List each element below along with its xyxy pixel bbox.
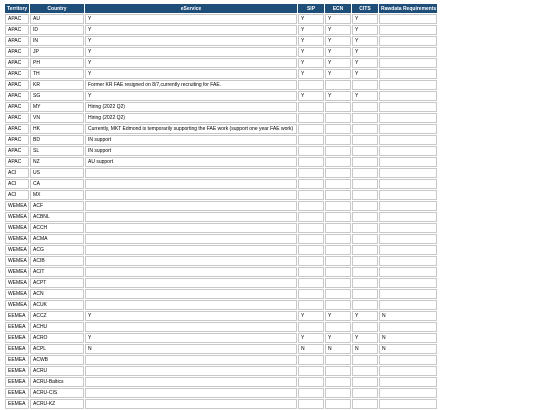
cell-eservice[interactable]: Y (85, 25, 297, 35)
cell-territory[interactable]: WEMEA (5, 201, 29, 211)
column-header-cits[interactable]: CITS (352, 4, 378, 13)
cell-sip[interactable] (298, 179, 324, 189)
cell-cits[interactable] (352, 289, 378, 299)
cell-sip[interactable] (298, 157, 324, 167)
cell-ecn[interactable]: Y (325, 311, 351, 321)
cell-ecn[interactable]: Y (325, 69, 351, 79)
cell-country[interactable]: ACPT (30, 278, 84, 288)
cell-cits[interactable] (352, 355, 378, 365)
cell-sip[interactable] (298, 223, 324, 233)
cell-eservice[interactable]: Hiring (2022 Q2) (85, 113, 297, 123)
table-row (5, 69, 437, 79)
cell-eservice[interactable] (85, 223, 297, 233)
cell-rawdata[interactable] (379, 190, 437, 200)
cell-eservice[interactable] (85, 201, 297, 211)
table-row (5, 344, 437, 354)
cell-cits[interactable] (352, 146, 378, 156)
cell-territory[interactable]: ACI (5, 190, 29, 200)
table-row (5, 311, 437, 321)
cell-rawdata[interactable] (379, 399, 437, 409)
table-row (5, 157, 437, 167)
cell-rawdata[interactable] (379, 168, 437, 178)
table-row (5, 234, 437, 244)
cell-rawdata[interactable] (379, 234, 437, 244)
cell-cits[interactable]: Y (352, 311, 378, 321)
cell-ecn[interactable] (325, 102, 351, 112)
cell-rawdata[interactable] (379, 322, 437, 332)
cell-rawdata[interactable] (379, 388, 437, 398)
cell-country[interactable]: MY (30, 102, 84, 112)
cell-eservice[interactable] (85, 234, 297, 244)
territory-service-table (4, 3, 438, 410)
cell-cits[interactable] (352, 190, 378, 200)
cell-cits[interactable]: Y (352, 36, 378, 46)
cell-rawdata[interactable] (379, 201, 437, 211)
cell-rawdata[interactable] (379, 267, 437, 277)
cell-rawdata[interactable]: N (379, 333, 437, 343)
cell-rawdata[interactable] (379, 36, 437, 46)
cell-country[interactable]: VN (30, 113, 84, 123)
cell-territory[interactable]: APAC (5, 135, 29, 145)
cell-eservice[interactable]: Y (85, 91, 297, 101)
cell-eservice[interactable]: AU support (85, 157, 297, 167)
cell-ecn[interactable] (325, 80, 351, 90)
cell-sip[interactable] (298, 190, 324, 200)
table-row (5, 201, 437, 211)
cell-eservice[interactable] (85, 256, 297, 266)
cell-eservice[interactable] (85, 300, 297, 310)
cell-rawdata[interactable] (379, 366, 437, 376)
cell-ecn[interactable] (325, 179, 351, 189)
column-header-country[interactable]: Country (30, 4, 84, 13)
cell-country[interactable]: ACRU-KZ (30, 399, 84, 409)
cell-eservice[interactable] (85, 245, 297, 255)
cell-country[interactable]: ACRU-CIS (30, 388, 84, 398)
cell-cits[interactable] (352, 102, 378, 112)
cell-eservice[interactable]: Former KR FAE resigned on 8/7,currently recruiting for FAE. (85, 80, 297, 90)
cell-sip[interactable] (298, 245, 324, 255)
header-row (5, 4, 437, 13)
cell-sip[interactable]: Y (298, 311, 324, 321)
cell-rawdata[interactable]: N (379, 311, 437, 321)
cell-ecn[interactable]: Y (325, 36, 351, 46)
cell-territory[interactable]: APAC (5, 102, 29, 112)
cell-cits[interactable] (352, 80, 378, 90)
cell-eservice[interactable] (85, 355, 297, 365)
cell-ecn[interactable] (325, 300, 351, 310)
cell-cits[interactable]: Y (352, 47, 378, 57)
cell-cits[interactable] (352, 212, 378, 222)
cell-sip[interactable] (298, 278, 324, 288)
cell-sip[interactable] (298, 366, 324, 376)
cell-territory[interactable]: EEMEA (5, 322, 29, 332)
cell-country[interactable]: ACRU (30, 366, 84, 376)
cell-cits[interactable] (352, 245, 378, 255)
cell-territory[interactable]: WEMEA (5, 256, 29, 266)
cell-rawdata[interactable] (379, 135, 437, 145)
cell-rawdata[interactable] (379, 256, 437, 266)
cell-eservice[interactable]: Hiring (2022 Q2) (85, 102, 297, 112)
table-row (5, 322, 437, 332)
cell-rawdata[interactable] (379, 47, 437, 57)
table-row (5, 135, 437, 145)
cell-sip[interactable]: Y (298, 36, 324, 46)
cell-eservice[interactable] (85, 388, 297, 398)
cell-ecn[interactable]: Y (325, 14, 351, 24)
cell-cits[interactable] (352, 135, 378, 145)
cell-ecn[interactable] (325, 322, 351, 332)
cell-rawdata[interactable] (379, 113, 437, 123)
cell-country[interactable]: JP (30, 47, 84, 57)
cell-ecn[interactable] (325, 366, 351, 376)
cell-rawdata[interactable] (379, 146, 437, 156)
cell-country[interactable]: BD (30, 135, 84, 145)
cell-sip[interactable] (298, 113, 324, 123)
cell-ecn[interactable] (325, 245, 351, 255)
cell-eservice[interactable] (85, 289, 297, 299)
cell-sip[interactable]: Y (298, 14, 324, 24)
cell-country[interactable]: HK (30, 124, 84, 134)
cell-territory[interactable]: EEMEA (5, 377, 29, 387)
cell-cits[interactable] (352, 168, 378, 178)
cell-sip[interactable] (298, 146, 324, 156)
cell-territory[interactable]: WEMEA (5, 234, 29, 244)
table-row (5, 58, 437, 68)
cell-cits[interactable] (352, 300, 378, 310)
cell-eservice[interactable] (85, 267, 297, 277)
table-row (5, 366, 437, 376)
cell-country[interactable]: ACCH (30, 223, 84, 233)
cell-country[interactable]: ACCZ (30, 311, 84, 321)
cell-country[interactable]: KR (30, 80, 84, 90)
cell-territory[interactable]: APAC (5, 36, 29, 46)
cell-sip[interactable]: Y (298, 333, 324, 343)
cell-ecn[interactable] (325, 377, 351, 387)
cell-rawdata[interactable] (379, 289, 437, 299)
cell-country[interactable]: ACN (30, 289, 84, 299)
table-body (5, 14, 437, 409)
table-row (5, 399, 437, 409)
cell-rawdata[interactable] (379, 377, 437, 387)
cell-rawdata[interactable] (379, 278, 437, 288)
cell-territory[interactable]: APAC (5, 25, 29, 35)
table-row (5, 333, 437, 343)
cell-sip[interactable] (298, 399, 324, 409)
table-row (5, 179, 437, 189)
table-row (5, 355, 437, 365)
table-row (5, 223, 437, 233)
cell-ecn[interactable] (325, 355, 351, 365)
cell-sip[interactable] (298, 234, 324, 244)
cell-ecn[interactable] (325, 234, 351, 244)
cell-sip[interactable] (298, 256, 324, 266)
column-header-ecn[interactable]: ECN (325, 4, 351, 13)
cell-territory[interactable]: APAC (5, 80, 29, 90)
column-header-sip[interactable]: SIP (298, 4, 324, 13)
cell-cits[interactable] (352, 113, 378, 123)
cell-territory[interactable]: APAC (5, 58, 29, 68)
cell-territory[interactable]: WEMEA (5, 212, 29, 222)
cell-eservice[interactable]: Y (85, 36, 297, 46)
table-row (5, 146, 437, 156)
cell-eservice[interactable]: IN support (85, 135, 297, 145)
cell-eservice[interactable] (85, 179, 297, 189)
cell-eservice[interactable]: N (85, 344, 297, 354)
table-row (5, 36, 437, 46)
cell-territory[interactable]: EEMEA (5, 311, 29, 321)
cell-country[interactable]: CA (30, 179, 84, 189)
table-row (5, 168, 437, 178)
table-row (5, 245, 437, 255)
cell-ecn[interactable] (325, 212, 351, 222)
cell-rawdata[interactable] (379, 355, 437, 365)
cell-country[interactable]: ACBNL (30, 212, 84, 222)
cell-sip[interactable] (298, 322, 324, 332)
cell-territory[interactable]: WEMEA (5, 223, 29, 233)
column-header-rawdata-requirements[interactable]: Rawdata Requirements (381, 5, 437, 12)
cell-sip[interactable]: Y (298, 25, 324, 35)
table-row (5, 388, 437, 398)
cell-sip[interactable] (298, 201, 324, 211)
cell-territory[interactable]: EEMEA (5, 333, 29, 343)
cell-rawdata[interactable] (379, 91, 437, 101)
table-row (5, 377, 437, 387)
cell-ecn[interactable] (325, 146, 351, 156)
table-row (5, 124, 437, 134)
cell-country[interactable]: ACMA (30, 234, 84, 244)
cell-territory[interactable]: EEMEA (5, 344, 29, 354)
cell-rawdata[interactable] (379, 80, 437, 90)
cell-cits[interactable] (352, 256, 378, 266)
cell-territory[interactable]: ACI (5, 179, 29, 189)
cell-territory[interactable]: WEMEA (5, 245, 29, 255)
table-row (5, 190, 437, 200)
table-row (5, 212, 437, 222)
cell-sip[interactable] (298, 388, 324, 398)
cell-cits[interactable]: Y (352, 58, 378, 68)
cell-eservice[interactable]: Y (85, 14, 297, 24)
cell-territory[interactable]: APAC (5, 157, 29, 167)
cell-sip[interactable] (298, 168, 324, 178)
cell-eservice[interactable] (85, 366, 297, 376)
cell-eservice[interactable]: Y (85, 311, 297, 321)
cell-cits[interactable]: Y (352, 25, 378, 35)
cell-cits[interactable] (352, 201, 378, 211)
cell-eservice[interactable]: Y (85, 47, 297, 57)
cell-territory[interactable]: APAC (5, 14, 29, 24)
cell-territory[interactable]: APAC (5, 124, 29, 134)
cell-eservice[interactable]: IN support (85, 146, 297, 156)
cell-sip[interactable]: N (298, 344, 324, 354)
cell-rawdata[interactable] (379, 157, 437, 167)
table-row (5, 289, 437, 299)
cell-country[interactable]: ACHU (30, 322, 84, 332)
cell-ecn[interactable] (325, 113, 351, 123)
cell-sip[interactable] (298, 377, 324, 387)
cell-country[interactable]: US (30, 168, 84, 178)
cell-country[interactable]: SG (30, 91, 84, 101)
cell-eservice[interactable] (85, 278, 297, 288)
column-header-territory[interactable]: Territory (7, 5, 28, 12)
cell-sip[interactable]: Y (298, 91, 324, 101)
cell-cits[interactable] (352, 157, 378, 167)
cell-territory[interactable]: APAC (5, 91, 29, 101)
cell-ecn[interactable] (325, 388, 351, 398)
cell-eservice[interactable]: Currently, MKT Edmond is temporarily supporting the FAE work (support one year FAE work) (85, 124, 297, 134)
table-row (5, 267, 437, 277)
cell-country[interactable]: PH (30, 58, 84, 68)
cell-ecn[interactable] (325, 399, 351, 409)
cell-eservice[interactable] (85, 377, 297, 387)
cell-cits[interactable]: Y (352, 333, 378, 343)
cell-rawdata[interactable] (379, 58, 437, 68)
cell-cits[interactable] (352, 322, 378, 332)
table-row (5, 300, 437, 310)
cell-rawdata[interactable] (379, 245, 437, 255)
cell-sip[interactable] (298, 102, 324, 112)
cell-territory[interactable]: APAC (5, 113, 29, 123)
cell-territory[interactable]: EEMEA (5, 388, 29, 398)
cell-territory[interactable]: WEMEA (5, 278, 29, 288)
cell-eservice[interactable]: Y (85, 333, 297, 343)
cell-rawdata[interactable] (379, 300, 437, 310)
table-row (5, 14, 437, 24)
cell-territory[interactable]: EEMEA (5, 355, 29, 365)
cell-ecn[interactable] (325, 267, 351, 277)
cell-ecn[interactable] (325, 278, 351, 288)
cell-country[interactable]: ACG (30, 245, 84, 255)
cell-country[interactable]: NZ (30, 157, 84, 167)
cell-cits[interactable] (352, 278, 378, 288)
cell-country[interactable]: ACF (30, 201, 84, 211)
cell-territory[interactable]: APAC (5, 69, 29, 79)
cell-rawdata[interactable] (379, 14, 437, 24)
cell-country[interactable]: ACWB (30, 355, 84, 365)
cell-ecn[interactable] (325, 201, 351, 211)
cell-sip[interactable] (298, 212, 324, 222)
cell-cits[interactable] (352, 124, 378, 134)
table-row (5, 25, 437, 35)
cell-sip[interactable] (298, 289, 324, 299)
table-row (5, 80, 437, 90)
cell-ecn[interactable] (325, 168, 351, 178)
table-row (5, 102, 437, 112)
cell-cits[interactable] (352, 267, 378, 277)
cell-rawdata[interactable] (379, 124, 437, 134)
cell-country[interactable]: ACIT (30, 267, 84, 277)
cell-ecn[interactable]: Y (325, 333, 351, 343)
cell-rawdata[interactable] (379, 69, 437, 79)
cell-cits[interactable] (352, 388, 378, 398)
cell-sip[interactable] (298, 135, 324, 145)
cell-rawdata[interactable] (379, 179, 437, 189)
cell-eservice[interactable] (85, 190, 297, 200)
cell-territory[interactable]: WEMEA (5, 289, 29, 299)
cell-ecn[interactable] (325, 135, 351, 145)
table-row (5, 47, 437, 57)
cell-ecn[interactable] (325, 124, 351, 134)
cell-country[interactable]: ID (30, 25, 84, 35)
table-row (5, 256, 437, 266)
cell-eservice[interactable] (85, 168, 297, 178)
cell-cits[interactable]: Y (352, 69, 378, 79)
cell-eservice[interactable] (85, 212, 297, 222)
cell-eservice[interactable] (85, 322, 297, 332)
cell-cits[interactable]: Y (352, 14, 378, 24)
cell-sip[interactable] (298, 300, 324, 310)
cell-sip[interactable] (298, 355, 324, 365)
cell-territory[interactable]: EEMEA (5, 366, 29, 376)
cell-ecn[interactable] (325, 190, 351, 200)
cell-cits[interactable] (352, 366, 378, 376)
cell-rawdata[interactable]: N (379, 344, 437, 354)
table-row (5, 113, 437, 123)
cell-cits[interactable]: N (352, 344, 378, 354)
cell-sip[interactable] (298, 267, 324, 277)
cell-ecn[interactable]: Y (325, 25, 351, 35)
cell-country[interactable]: TH (30, 69, 84, 79)
cell-territory[interactable]: EEMEA (5, 399, 29, 409)
cell-country[interactable]: IN (30, 36, 84, 46)
cell-rawdata[interactable] (379, 223, 437, 233)
cell-sip[interactable]: Y (298, 58, 324, 68)
cell-country[interactable]: MX (30, 190, 84, 200)
cell-ecn[interactable] (325, 256, 351, 266)
cell-country[interactable]: ACRO (30, 333, 84, 343)
cell-sip[interactable] (298, 124, 324, 134)
cell-sip[interactable]: Y (298, 47, 324, 57)
cell-ecn[interactable]: Y (325, 58, 351, 68)
cell-territory[interactable]: ACI (5, 168, 29, 178)
cell-cits[interactable] (352, 399, 378, 409)
cell-eservice[interactable]: Y (85, 58, 297, 68)
cell-ecn[interactable] (325, 289, 351, 299)
column-header-eservice[interactable]: eService (85, 4, 297, 13)
cell-cits[interactable] (352, 179, 378, 189)
cell-territory[interactable]: APAC (5, 146, 29, 156)
cell-country[interactable]: ACUK (30, 300, 84, 310)
cell-cits[interactable] (352, 234, 378, 244)
cell-eservice[interactable]: Y (85, 69, 297, 79)
cell-rawdata[interactable] (379, 25, 437, 35)
cell-territory[interactable]: APAC (5, 47, 29, 57)
cell-territory[interactable]: WEMEA (5, 267, 29, 277)
cell-sip[interactable] (298, 80, 324, 90)
table-row (5, 91, 437, 101)
cell-ecn[interactable]: N (325, 344, 351, 354)
cell-cits[interactable]: Y (352, 91, 378, 101)
cell-territory[interactable]: WEMEA (5, 300, 29, 310)
table-row (5, 278, 437, 288)
cell-rawdata[interactable] (379, 212, 437, 222)
cell-rawdata[interactable] (379, 102, 437, 112)
cell-cits[interactable] (352, 223, 378, 233)
cell-ecn[interactable] (325, 157, 351, 167)
cell-eservice[interactable] (85, 399, 297, 409)
cell-country[interactable]: ACPL (30, 344, 84, 354)
cell-country[interactable]: AU (30, 14, 84, 24)
cell-country[interactable]: ACIB (30, 256, 84, 266)
cell-ecn[interactable]: Y (325, 47, 351, 57)
cell-sip[interactable]: Y (298, 69, 324, 79)
cell-country[interactable]: ACRU-Baltics (30, 377, 84, 387)
cell-ecn[interactable] (325, 223, 351, 233)
cell-cits[interactable] (352, 377, 378, 387)
cell-ecn[interactable]: Y (325, 91, 351, 101)
cell-country[interactable]: SL (30, 146, 84, 156)
